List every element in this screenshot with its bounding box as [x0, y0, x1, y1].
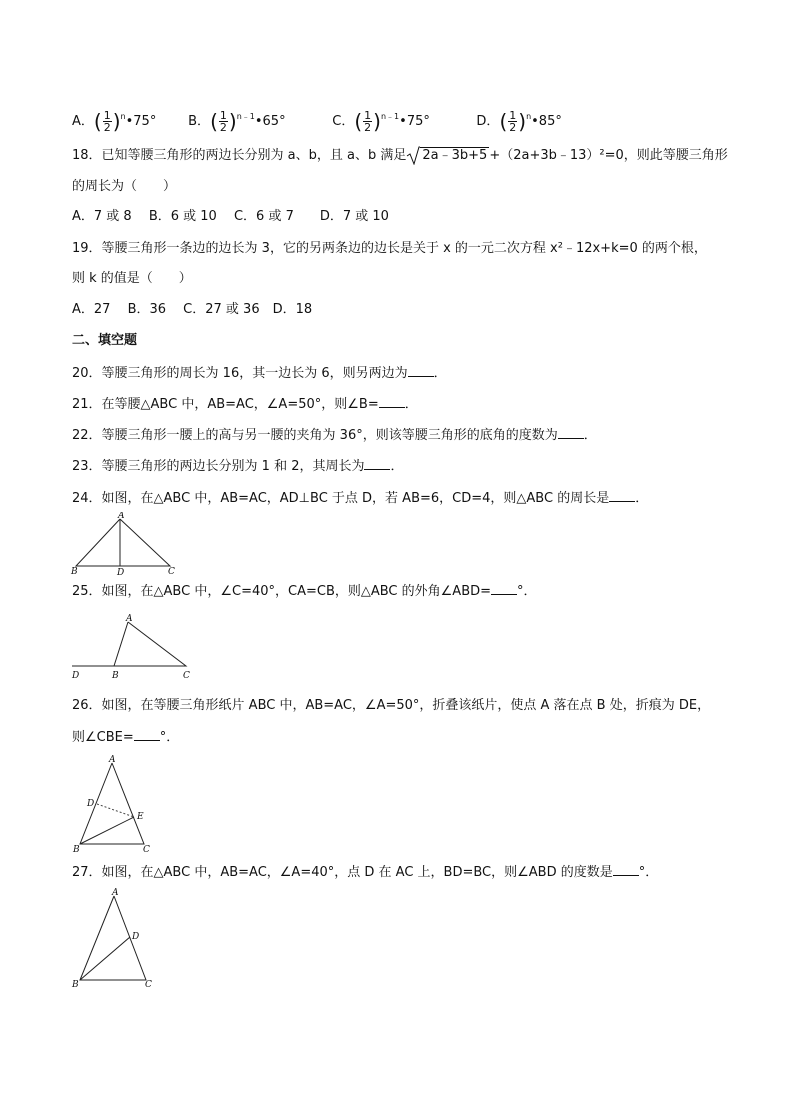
label-c: C [145, 980, 152, 990]
fraction: $\frac{1}{2}$ [509, 109, 517, 134]
q25-figure [68, 610, 192, 682]
q27: 27．如图，在△ABC 中，AB=AC，∠A=40°，点 D 在 AC 上，BD=BC，则∠ABD 的度数是 °． [72, 865, 659, 880]
label-e: E [137, 812, 144, 822]
q19-options: A．27 B．36 C．27 或 36 D．18 [72, 302, 313, 317]
q19-stem-line2: 则 k 的值是（ ） [72, 271, 192, 286]
q17-options [72, 108, 562, 133]
q17-option-d: D．( $\frac{1}{2}$ )$^n$•85° [476, 109, 562, 134]
answer-blank [364, 457, 390, 470]
q20: 20．等腰三角形的周长为 16，其一边长为 6，则另两边为 ． [72, 366, 447, 381]
radical-sign-icon [406, 143, 420, 165]
label-b: B [72, 980, 79, 990]
answer-blank [609, 489, 635, 502]
triangle-abc [114, 622, 186, 666]
triangle-abc [76, 519, 170, 566]
label-c: C [143, 845, 150, 855]
q22: 22．等腰三角形一腰上的高与另一腰的夹角为 36°，则该等腰三角形的底角的度数为 ． [72, 428, 597, 443]
q18-stem-line2: 的周长为（ ） [72, 179, 177, 194]
label-c: C [168, 567, 175, 576]
segment-be [80, 817, 134, 844]
q26-line1: 26．如图，在等腰三角形纸片 ABC 中，AB=AC，∠A=50°，折叠该纸片，使点 A 落在点 B 处，折痕为 DE， [72, 698, 711, 713]
option-value: •75° [399, 114, 430, 129]
option-value: •85° [531, 114, 562, 129]
label-b: B [71, 567, 78, 576]
square-root: 2a﹣3b+5 [406, 147, 489, 165]
q17-option-b: B．( $\frac{1}{2}$ )$^{n﹣1}$•65° [188, 109, 286, 134]
answer-blank [134, 728, 160, 741]
option-label: D． [476, 114, 500, 129]
q24-figure [70, 512, 180, 576]
option-label: B． [188, 114, 211, 129]
option-label: C． [332, 114, 355, 129]
exponent: n﹣1 [380, 112, 400, 121]
label-a: A [109, 755, 116, 765]
q21: 21．在等腰△ABC 中，AB=AC，∠A=50°，则∠B= ． [72, 397, 418, 412]
q27-figure [68, 884, 160, 992]
q23: 23．等腰三角形的两边长分别为 1 和 2，其周长为 ． [72, 459, 404, 474]
option-value: •65° [254, 114, 286, 129]
exponent: n [120, 112, 126, 121]
label-d: D [132, 932, 140, 942]
label-d: D [72, 671, 80, 681]
answer-blank [408, 364, 434, 377]
q18-options: A．7 或 8 B．6 或 10 C．6 或 7 D．7 或 10 [72, 209, 389, 224]
q19-stem-line1: 19．等腰三角形一条边的边长为 3，它的另两条边的边长是关于 x 的一元二次方程 x²﹣12x+k=0 的两个根， [72, 241, 707, 256]
fraction: $\frac{1}{2}$ [219, 109, 227, 134]
exponent: n﹣1 [236, 112, 255, 121]
q17-option-a: A．( $\frac{1}{2}$ )$^n$•75° [72, 109, 157, 134]
section-title: 二、填空题 [72, 333, 138, 348]
exponent: n [526, 112, 532, 121]
label-b: B [73, 845, 80, 855]
label-d: D [117, 568, 125, 576]
fraction: $\frac{1}{2}$ [103, 109, 111, 134]
label-a: A [126, 614, 133, 624]
answer-blank [558, 426, 584, 439]
option-value: •75° [125, 114, 157, 129]
answer-blank [379, 395, 405, 408]
q26-figure [70, 752, 160, 856]
label-a: A [118, 512, 125, 521]
q24: 24．如图，在△ABC 中，AB=AC，AD⊥BC 于点 D，若 AB=6，CD=4，则△ABC 的周长是 ． [72, 491, 649, 506]
q25: 25．如图，在△ABC 中，∠C=40°，CA=CB，则△ABC 的外角∠ABD= °． [72, 584, 537, 599]
answer-blank [613, 863, 639, 876]
label-b: B [112, 671, 119, 681]
label-c: C [183, 671, 190, 681]
answer-blank [491, 582, 517, 595]
segment-bd [80, 937, 130, 980]
option-label: A． [72, 114, 94, 129]
q26-line2: 则∠CBE= °． [72, 730, 180, 745]
fraction: $\frac{1}{2}$ [364, 109, 372, 134]
q18-stem-line1: 18．已知等腰三角形的两边长分别为 a、b，且 a、b 满足 2a﹣3b+5 +（2a+3b﹣13）²=0，则此等腰三角形 [72, 147, 728, 165]
label-a: A [112, 888, 119, 898]
label-d: D [87, 799, 95, 809]
q17-option-c: C．( $\frac{1}{2}$ )$^{n﹣1}$•75° [332, 109, 430, 134]
